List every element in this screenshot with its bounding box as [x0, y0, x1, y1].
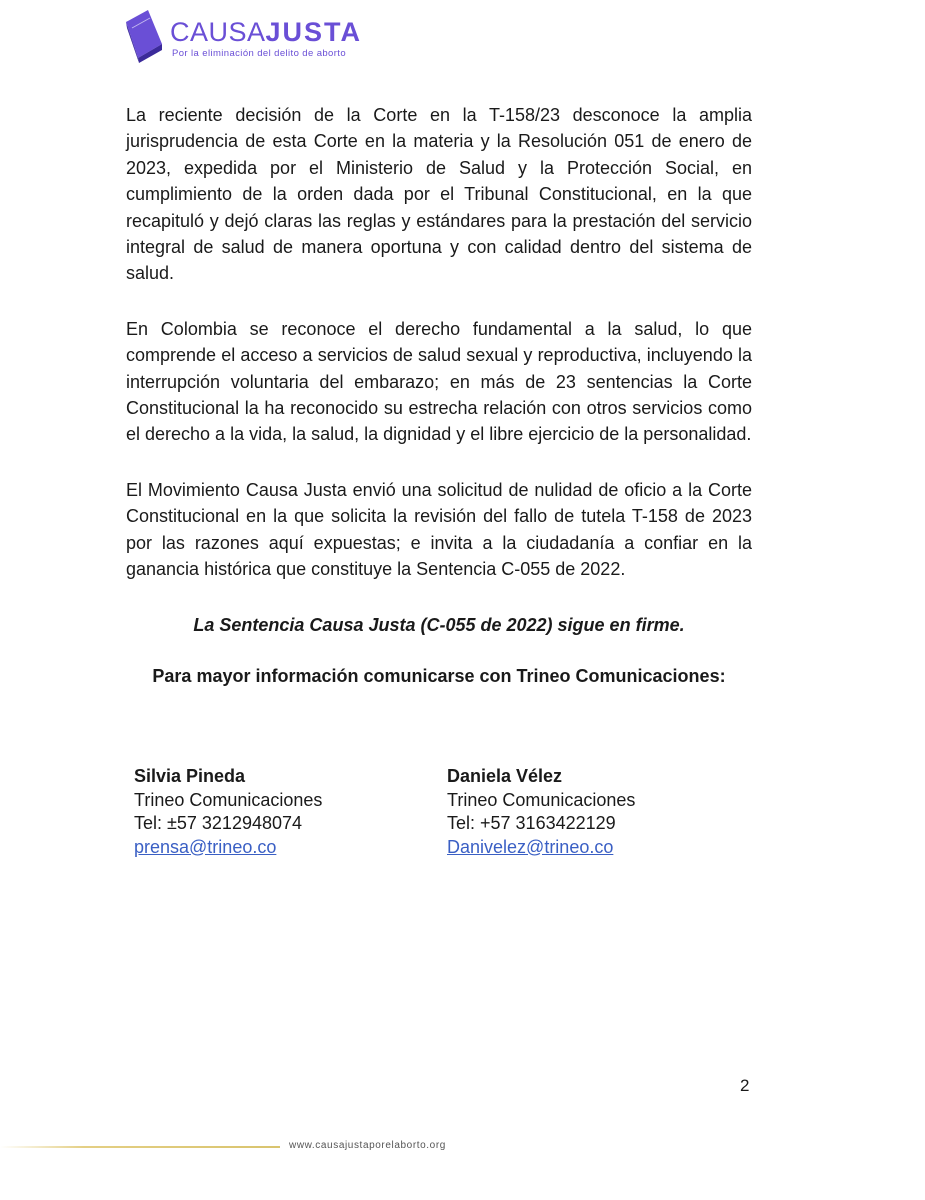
logo-title-causa: CAUSA [170, 17, 266, 47]
info-heading: Para mayor información comunicarse con Trineo Comunicaciones: [152, 665, 726, 686]
contact-card-1 [134, 765, 322, 859]
footer-website: www.causajustaporelaborto.org [289, 1140, 446, 1151]
page-number: 2 [740, 1076, 750, 1095]
contact-email-link[interactable]: Danivelez@trineo.co [447, 836, 614, 857]
contact-name: Daniela Vélez [447, 766, 563, 786]
document-body [126, 102, 752, 715]
footer-divider [0, 1146, 280, 1148]
highlight-statement: La Sentencia Causa Justa (C-055 de 2022) sigue en firme. [193, 614, 685, 635]
logo-title [170, 18, 362, 46]
paragraph-1: La reciente decisión de la Corte en la T-158/23 desconoce la amplia jurisprudencia de esta Corte en la materia y la Resolución 051 de enero de 2023, expedida por el Ministerio de Salud y la Protección Social, en cumplimiento de la orden dada por el Tribunal Constitucional, en la que recapituló y dejó claras las reglas y estándares para la prestación del servicio integral de salud de manera oportuna y con calidad dentro del sistema de salud. [126, 105, 752, 284]
book-logo-icon [118, 8, 168, 64]
paragraph-2: En Colombia se reconoce el derecho fundamental a la salud, lo que comprende el acceso a servicios de salud sexual y reproductiva, incluyendo la interrupción voluntaria del embarazo; en más de 23 sentencias la Corte Constitucional la ha reconocido su estrecha relación con otros servicios como el derecho a la vida, la salud, la dignidad y el libre ejercicio de la personalidad. [126, 318, 752, 445]
causa-justa-logo [118, 8, 378, 64]
contact-card-2 [447, 765, 635, 859]
contact-name: Silvia Pineda [134, 766, 246, 786]
contact-phone: Tel: +57 3163422129 [447, 813, 616, 833]
contacts-section [134, 765, 734, 865]
contact-org: Trineo Comunicaciones [447, 789, 636, 810]
logo-title-justa: JUSTA [265, 17, 363, 47]
contact-org: Trineo Comunicaciones [134, 789, 323, 810]
logo-tagline: Por la eliminación del delito de aborto [172, 48, 347, 59]
contact-email-link[interactable]: prensa@trineo.co [134, 836, 277, 857]
paragraph-3: El Movimiento Causa Justa envió una solicitud de nulidad de oficio a la Corte Constitucional en la que solicita la revisión del fallo de tutela T-158 de 2023 por las razones aquí expuestas; e invita a la ciudadanía a confiar en la ganancia histórica que constituye la Sentencia C-055 de 2022. [126, 479, 752, 580]
contact-phone: Tel: ±57 3212948074 [134, 813, 303, 833]
